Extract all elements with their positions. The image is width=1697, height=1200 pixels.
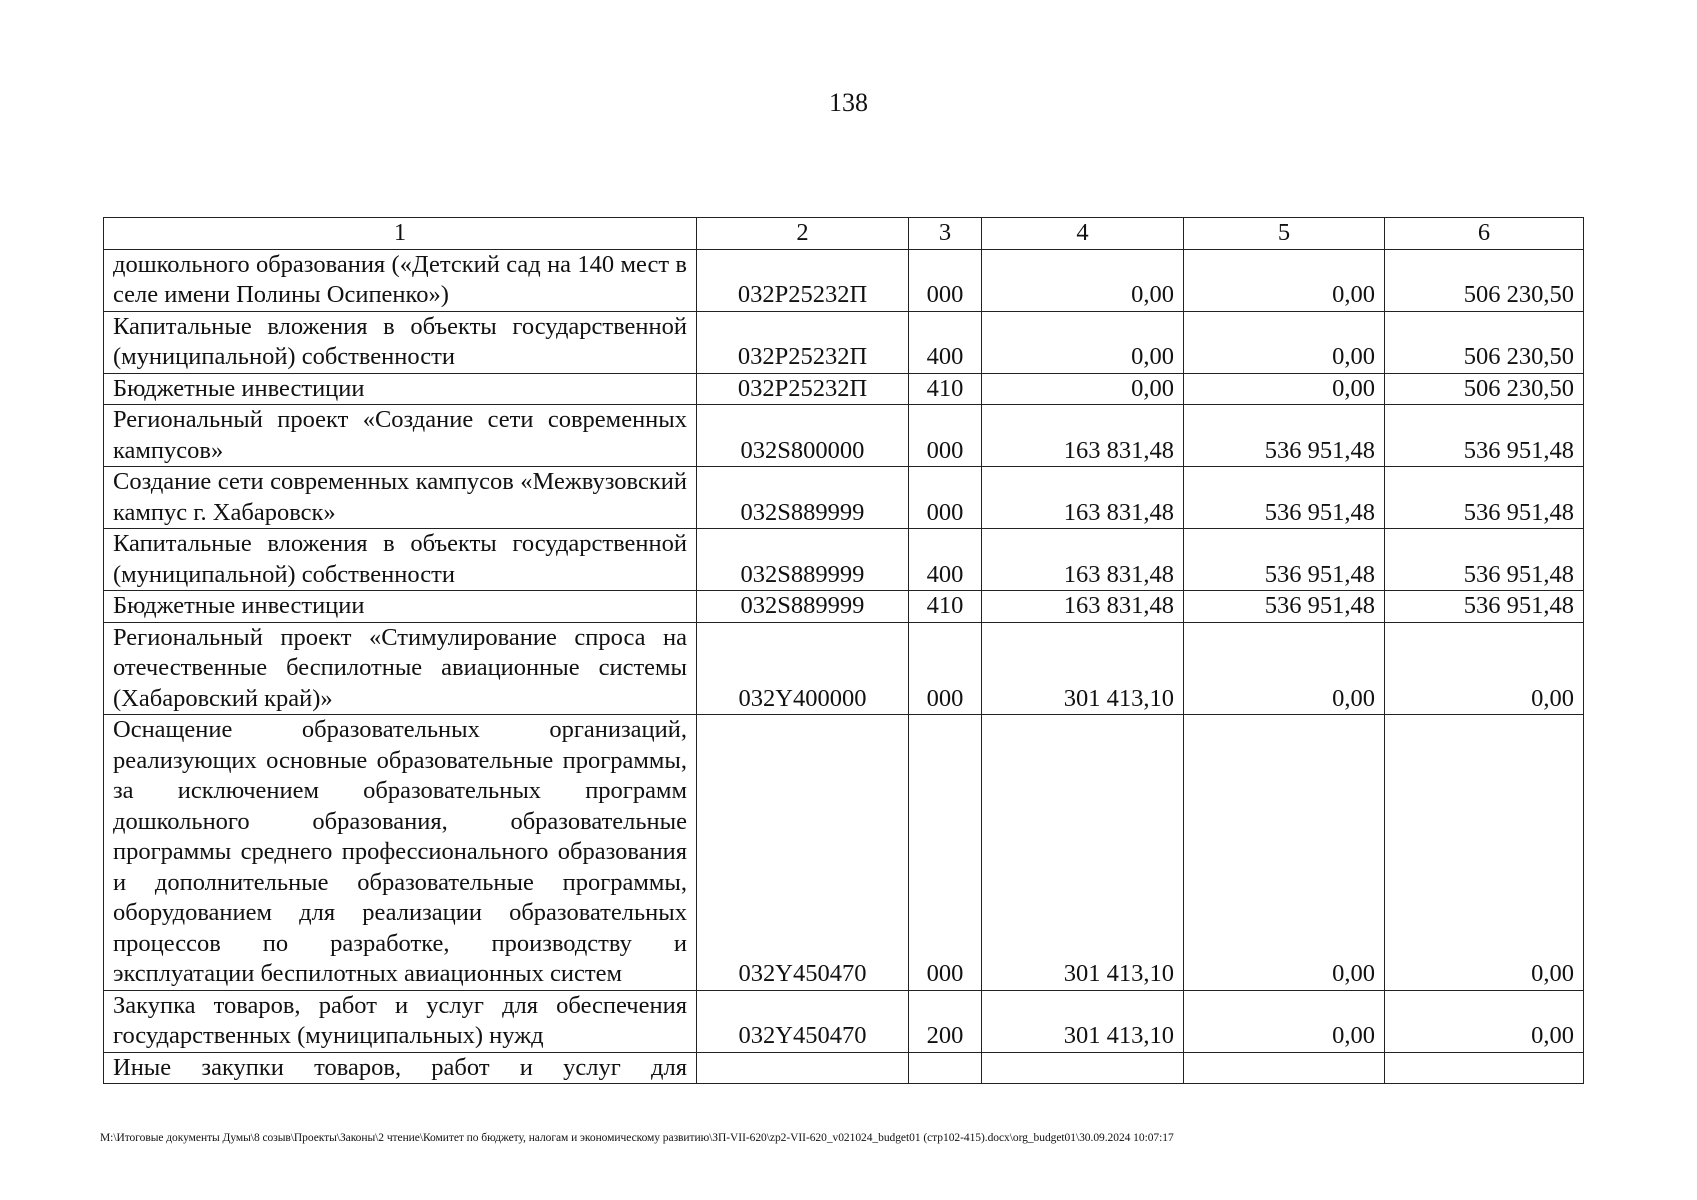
row-target-code: 032Y400000 bbox=[697, 622, 909, 715]
column-header-6: 6 bbox=[1385, 218, 1584, 250]
table-row bbox=[104, 591, 1584, 623]
row-value-4: 163 831,48 bbox=[982, 405, 1184, 467]
column-header-2: 2 bbox=[697, 218, 909, 250]
table-row bbox=[104, 1052, 1584, 1084]
table-row bbox=[104, 529, 1584, 591]
table-row bbox=[104, 467, 1584, 529]
row-name: Бюджетные инвестиции bbox=[104, 591, 697, 623]
row-value-5: 536 951,48 bbox=[1184, 405, 1385, 467]
row-value-5: 0,00 bbox=[1184, 373, 1385, 405]
row-value-5 bbox=[1184, 1052, 1385, 1084]
row-target-code: 032S800000 bbox=[697, 405, 909, 467]
row-value-4: 301 413,10 bbox=[982, 715, 1184, 991]
row-value-6: 506 230,50 bbox=[1385, 373, 1584, 405]
row-expense-type: 000 bbox=[909, 467, 982, 529]
row-value-6 bbox=[1385, 1052, 1584, 1084]
column-header-3: 3 bbox=[909, 218, 982, 250]
row-value-4: 301 413,10 bbox=[982, 622, 1184, 715]
table-row bbox=[104, 990, 1584, 1052]
row-name: Иные закупки товаров, работ и услуг для bbox=[104, 1052, 697, 1084]
row-value-6: 536 951,48 bbox=[1385, 405, 1584, 467]
row-target-code: 032Y450470 bbox=[697, 990, 909, 1052]
row-target-code: 032S889999 bbox=[697, 529, 909, 591]
row-value-4: 163 831,48 bbox=[982, 467, 1184, 529]
row-name: Создание сети современных кампусов «Межвузовский кампус г. Хабаровск» bbox=[104, 467, 697, 529]
row-value-4 bbox=[982, 1052, 1184, 1084]
row-value-6: 0,00 bbox=[1385, 990, 1584, 1052]
row-name: дошкольного образования («Детский сад на 140 мест в селе имени Полины Осипенко») bbox=[104, 249, 697, 311]
table-row bbox=[104, 249, 1584, 311]
row-name: Капитальные вложения в объекты государственной (муниципальной) собственности bbox=[104, 529, 697, 591]
row-name: Региональный проект «Стимулирование спроса на отечественные беспилотные авиационные системы (Хабаровский край)» bbox=[104, 622, 697, 715]
row-value-5: 0,00 bbox=[1184, 622, 1385, 715]
row-value-5: 536 951,48 bbox=[1184, 529, 1385, 591]
row-expense-type: 000 bbox=[909, 405, 982, 467]
row-name: Бюджетные инвестиции bbox=[104, 373, 697, 405]
table-row bbox=[104, 405, 1584, 467]
table-row bbox=[104, 622, 1584, 715]
row-name: Капитальные вложения в объекты государственной (муниципальной) собственности bbox=[104, 311, 697, 373]
row-name: Закупка товаров, работ и услуг для обеспечения государственных (муниципальных) нужд bbox=[104, 990, 697, 1052]
row-value-4: 163 831,48 bbox=[982, 591, 1184, 623]
table-row bbox=[104, 715, 1584, 991]
document-file-path: M:\Итоговые документы Думы\8 созыв\Проекты\Законы\2 чтение\Комитет по бюджету, налогам и экономическому развитию\ЗП-VII-620\zp2-VII-620_v021024_budget01 (стр102-415).docx\org_budget01\30.09.2024 10:07:17 bbox=[100, 1132, 1174, 1144]
row-value-4: 0,00 bbox=[982, 249, 1184, 311]
row-target-code: 032Y450470 bbox=[697, 715, 909, 991]
table-row bbox=[104, 311, 1584, 373]
row-value-4: 0,00 bbox=[982, 373, 1184, 405]
row-target-code: 032P25232П bbox=[697, 249, 909, 311]
row-expense-type: 200 bbox=[909, 990, 982, 1052]
row-value-4: 301 413,10 bbox=[982, 990, 1184, 1052]
row-target-code: 032S889999 bbox=[697, 467, 909, 529]
row-value-6: 536 951,48 bbox=[1385, 529, 1584, 591]
row-value-5: 0,00 bbox=[1184, 715, 1385, 991]
row-value-6: 506 230,50 bbox=[1385, 311, 1584, 373]
row-target-code: 032S889999 bbox=[697, 591, 909, 623]
row-name: Оснащение образовательных организаций, реализующих основные образовательные программы, за исключением образовательных программ дошкольного образования, образовательные программы среднего профессионального образования и дополнительные образовательные программы, оборудованием для реализации образовательных процессов по разработке, производству и эксплуатации беспилотных авиационных систем bbox=[104, 715, 697, 991]
row-value-5: 0,00 bbox=[1184, 990, 1385, 1052]
row-expense-type: 400 bbox=[909, 311, 982, 373]
row-value-4: 163 831,48 bbox=[982, 529, 1184, 591]
row-expense-type: 000 bbox=[909, 622, 982, 715]
row-expense-type: 410 bbox=[909, 373, 982, 405]
row-expense-type bbox=[909, 1052, 982, 1084]
column-header-4: 4 bbox=[982, 218, 1184, 250]
row-expense-type: 400 bbox=[909, 529, 982, 591]
row-value-4: 0,00 bbox=[982, 311, 1184, 373]
row-expense-type: 410 bbox=[909, 591, 982, 623]
row-value-5: 0,00 bbox=[1184, 249, 1385, 311]
row-value-6: 0,00 bbox=[1385, 622, 1584, 715]
table-header-row bbox=[104, 218, 1584, 250]
row-value-5: 536 951,48 bbox=[1184, 591, 1385, 623]
row-target-code: 032P25232П bbox=[697, 373, 909, 405]
row-value-6: 536 951,48 bbox=[1385, 467, 1584, 529]
row-value-5: 536 951,48 bbox=[1184, 467, 1385, 529]
row-name: Региональный проект «Создание сети современных кампусов» bbox=[104, 405, 697, 467]
column-header-1: 1 bbox=[104, 218, 697, 250]
row-expense-type: 000 bbox=[909, 715, 982, 991]
table-row bbox=[104, 373, 1584, 405]
row-value-5: 0,00 bbox=[1184, 311, 1385, 373]
budget-table bbox=[103, 217, 1584, 1084]
row-value-6: 506 230,50 bbox=[1385, 249, 1584, 311]
row-target-code bbox=[697, 1052, 909, 1084]
row-value-6: 536 951,48 bbox=[1385, 591, 1584, 623]
row-value-6: 0,00 bbox=[1385, 715, 1584, 991]
column-header-5: 5 bbox=[1184, 218, 1385, 250]
row-expense-type: 000 bbox=[909, 249, 982, 311]
page-number: 138 bbox=[829, 88, 868, 117]
row-target-code: 032P25232П bbox=[697, 311, 909, 373]
